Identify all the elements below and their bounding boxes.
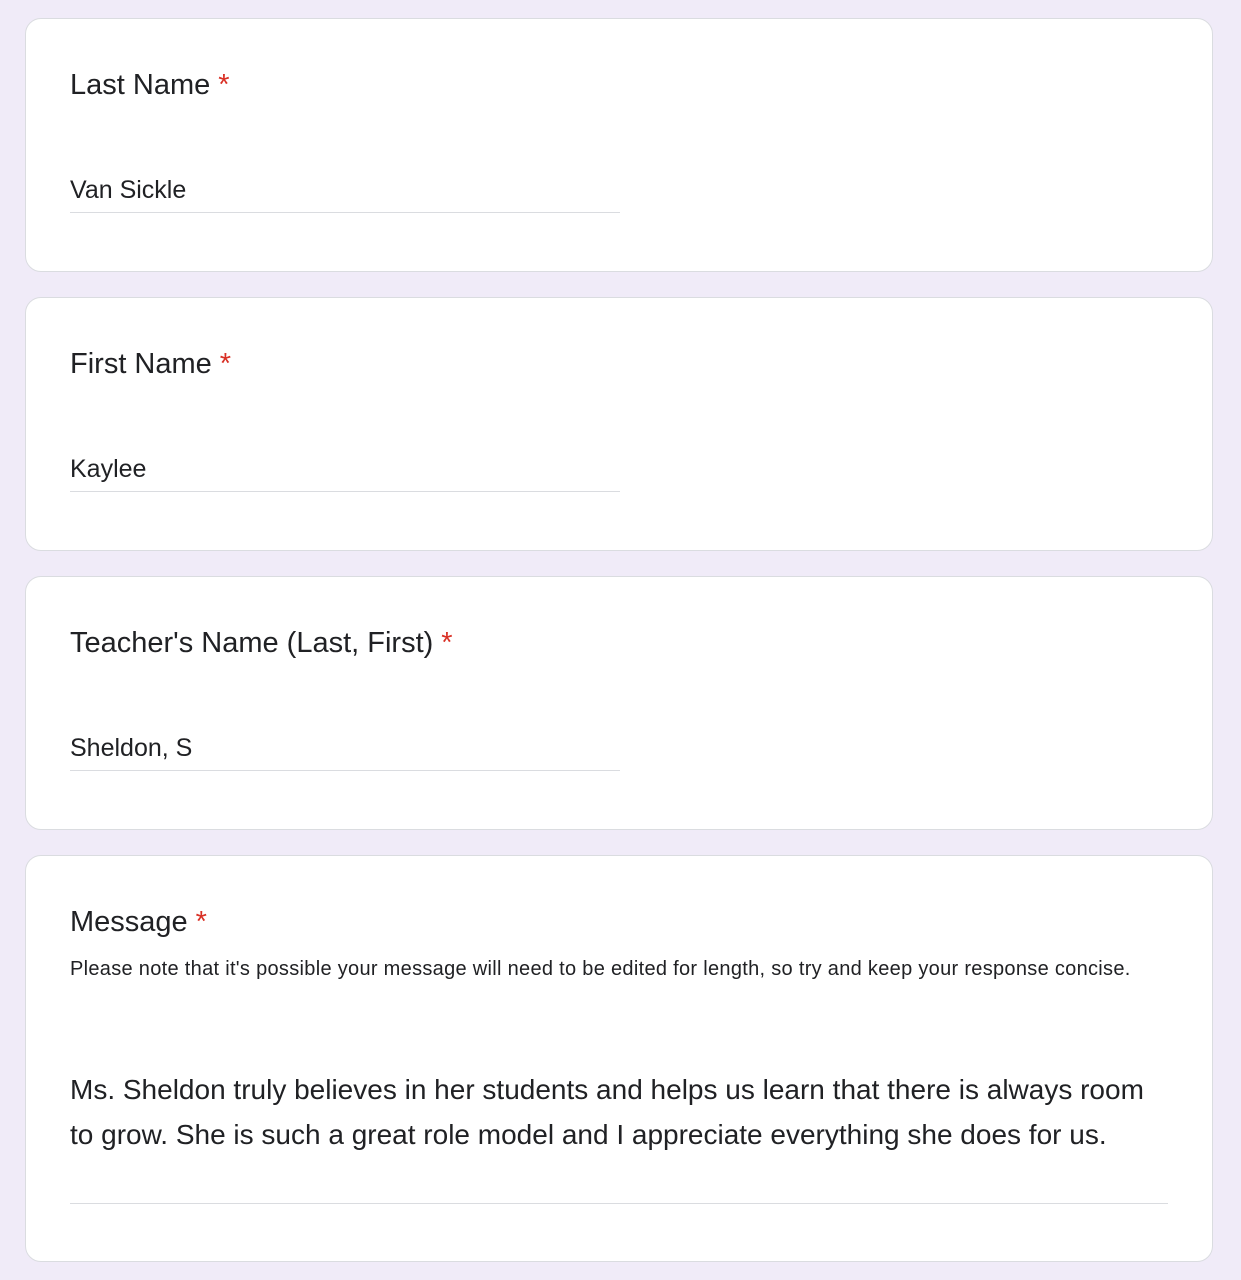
question-title-text: Last Name (70, 69, 211, 101)
question-title-text: Teacher's Name (Last, First) (70, 627, 434, 659)
question-card-last-name (25, 18, 1213, 272)
required-asterisk: * (219, 348, 232, 380)
required-asterisk: * (441, 627, 453, 659)
question-card-message (25, 855, 1213, 1262)
teacher-name-input[interactable] (70, 727, 620, 771)
question-title-teacher-name (70, 625, 453, 661)
question-title-first-name (70, 346, 231, 382)
last-name-input[interactable] (70, 169, 620, 213)
question-description: Please note that it's possible your message will need to be edited for length, so try and keep your response concise. (70, 958, 1131, 980)
required-asterisk: * (195, 906, 207, 938)
question-card-teacher-name (25, 576, 1213, 830)
question-title-text: Message (70, 906, 188, 938)
question-title-last-name (70, 67, 230, 103)
first-name-input[interactable] (70, 448, 620, 492)
message-textarea[interactable] (70, 1068, 1168, 1204)
question-card-first-name (25, 297, 1213, 551)
question-title-message (70, 904, 207, 940)
required-asterisk: * (218, 69, 230, 101)
question-title-text: First Name (70, 348, 212, 380)
